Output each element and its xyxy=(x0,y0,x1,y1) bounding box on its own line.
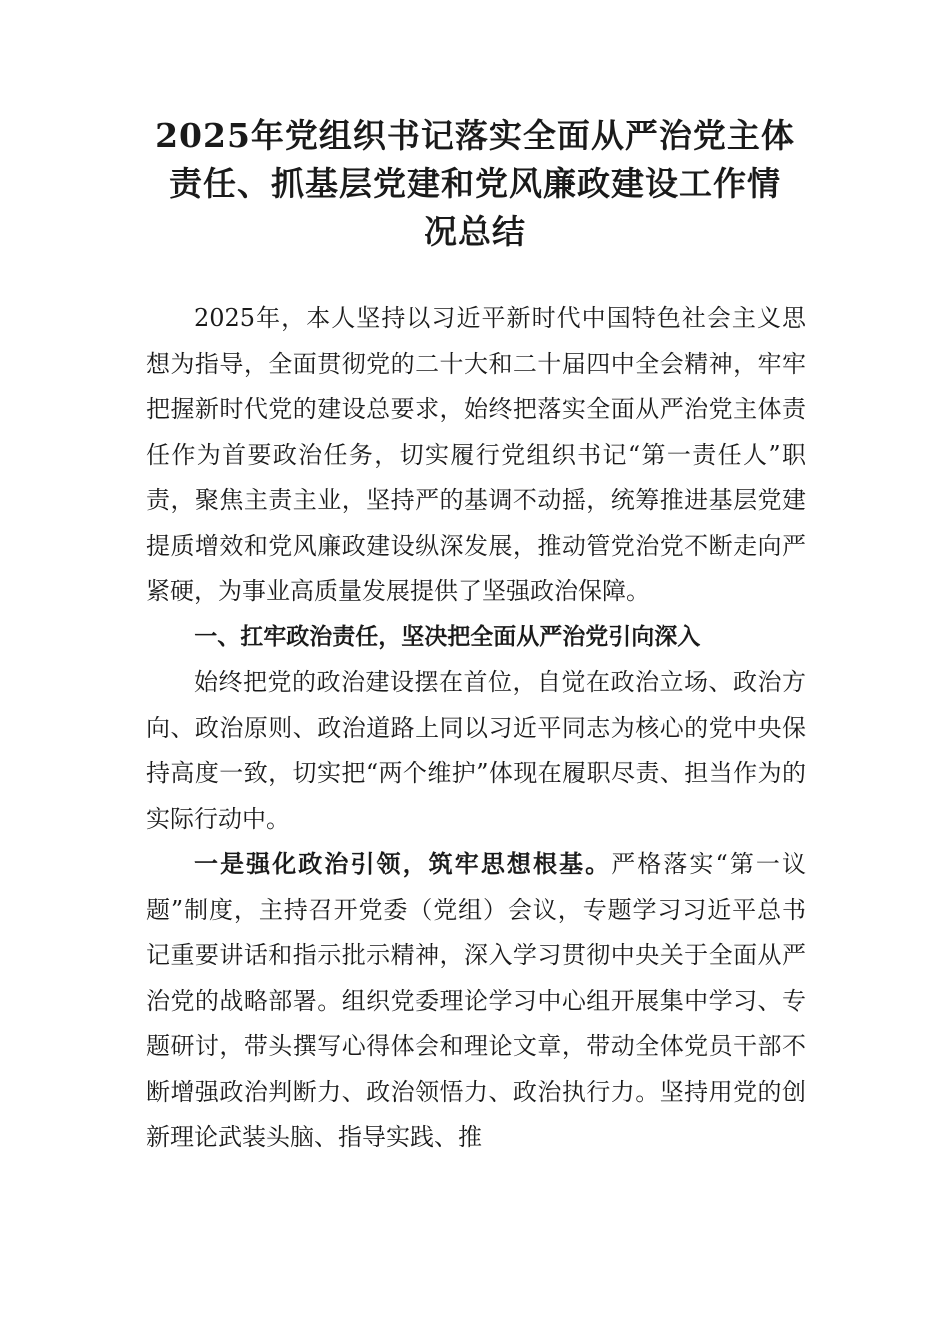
document-title xyxy=(120,112,830,256)
document-body xyxy=(146,296,806,1161)
intro-paragraph: 2025年，本人坚持以习近平新时代中国特色社会主义思想为指导，全面贯彻党的二十大和二十届四中全会精神，牢牢把握新时代党的建设总要求，始终把落实全面从严治党主体责任作为首要政治任务，切实履行党组织书记“第一责任人”职责，聚焦主责主业，坚持严的基调不动摇，统筹推进基层党建提质增效和党风廉政建设纵深发展，推动管党治党不断走向严紧硬，为事业高质量发展提供了坚强政治保障。 xyxy=(146,304,806,605)
point-1-text: 严格落实“第一议题”制度，主持召开党委（党组）会议，专题学习习近平总书记重要讲话和指示批示精神，深入学习贯彻中央关于全面从严治党的战略部署。组织党委理论学习中心组开展集中学习、专题研讨，带头撰写心得体会和理论文章，带动全体党员干部不断增强政治判断力、政治领悟力、政治执行力。坚持用党的创新理论武装头脑、指导实践、推 xyxy=(146,850,806,1151)
section-1-heading: 一、扛牢政治责任，坚决把全面从严治党引向深入 xyxy=(194,623,701,650)
point-1-paragraph xyxy=(146,842,806,1161)
section-1-paragraph: 始终把党的政治建设摆在首位，自觉在政治立场、政治方向、政治原则、政治道路上同以习近平同志为核心的党中央保持高度一致，切实把“两个维护”体现在履职尽责、担当作为的实际行动中。 xyxy=(146,668,806,833)
title-line-3: 况总结 xyxy=(424,212,526,251)
title-line-1: 2025年党组织书记落实全面从严治党主体 xyxy=(155,116,795,155)
title-line-2: 责任、抓基层党建和党风廉政建设工作情 xyxy=(169,164,781,203)
point-1-lead: 一是强化政治引领，筑牢思想根基。 xyxy=(194,850,612,878)
